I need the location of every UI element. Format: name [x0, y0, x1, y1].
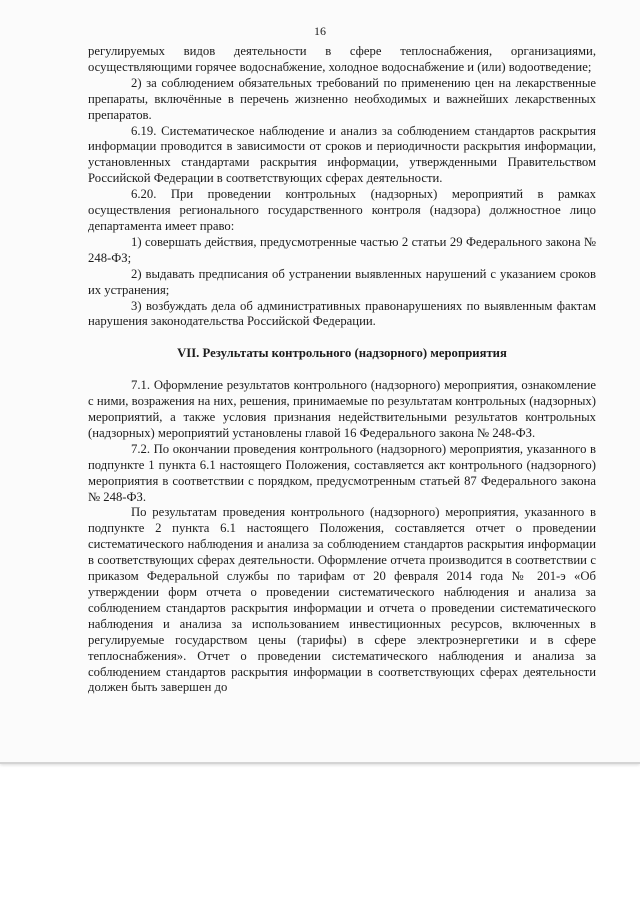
paragraph-right-2: 2) выдавать предписания об устранении выявленных нарушений с указанием сроков их устранения;: [88, 266, 596, 297]
paragraph-6-20: 6.20. При проведении контрольных (надзорных) мероприятий в рамках осуществления регионального государственного контроля (надзора) должностное лицо департамента имеет право:: [88, 187, 596, 233]
section-heading: VII. Результаты контрольного (надзорного) мероприятия: [177, 346, 507, 361]
paragraph-6-19: 6.19. Систематическое наблюдение и анализ за соблюдением стандартов раскрытия информации проводится в зависимости от сроков и периодичности раскрытия информации, установленных стандартами раскрытия информации, утвержденными Правительством Российской Федерации в соответствующих сферах деятельности.: [88, 123, 596, 186]
paragraph-7-1: 7.1. Оформление результатов контрольного (надзорного) мероприятия, ознакомление с ними, возражения на них, решения, принимаемые по результатам контрольных (надзорных) мероприятий, а также условия признания недействительными результатов контрольных (надзорных) мероприятий установлены главой 16 Федерального закона № 248-ФЗ.: [88, 378, 596, 440]
paragraph-right-1: 1) совершать действия, предусмотренные частью 2 статьи 29 Федерального закона № 248-ФЗ;: [88, 234, 596, 265]
paragraph-7-2: 7.2. По окончании проведения контрольного (надзорного) мероприятия, указанного в подпункте 1 пункта 6.1 настоящего Положения, составляется акт контрольного (надзорного) мероприятия в соответствии с порядком, предусмотренным статьей 87 Федерального закона № 248-ФЗ.: [88, 441, 596, 504]
document-body: [88, 44, 596, 696]
page-number: 16: [314, 24, 326, 38]
paragraph-item-2: 2) за соблюдением обязательных требований по применению цен на лекарственные препараты, включённые в перечень жизненно необходимых и важнейших лекарственных препаратов.: [88, 75, 596, 122]
paragraph-right-3: 3) возбуждать дела об административных правонарушениях по выявленным фактам нарушения законодательства Российской Федерации.: [88, 298, 596, 329]
paragraph-continuation: регулируемых видов деятельности в сфере теплоснабжения, организациями, осуществляющими горячее водоснабжение, холодное водоснабжение и (или) водоотведение;: [88, 44, 596, 74]
paragraph-report: По результатам проведения контрольного (надзорного) мероприятия, указанного в подпункте 2 пункта 6.1 настоящего Положения, составляется отчет о проведении систематического наблюдения и анализа за соблюдением стандартов раскрытия информации в соответствующих сферах деятельности. Оформление отчета производится в соответствии с приказом Федеральной службы по тарифам от 20 февраля 2014 года № 201-э «Об утверждении форм отчета о проведении систематического наблюдения и анализа за соблюдением стандартов раскрытия информации и отчета о проведении систематического наблюдения и анализа за использованием инвестиционных ресурсов, включенных в регулируемые государством цены (тарифы) в сфере электроэнергетики и в сфере теплоснабжения». Отчет о проведении систематического наблюдения и анализа за соблюдением стандартов раскрытия информации в соответствующих сферах деятельности должен быть завершен до: [88, 505, 596, 695]
